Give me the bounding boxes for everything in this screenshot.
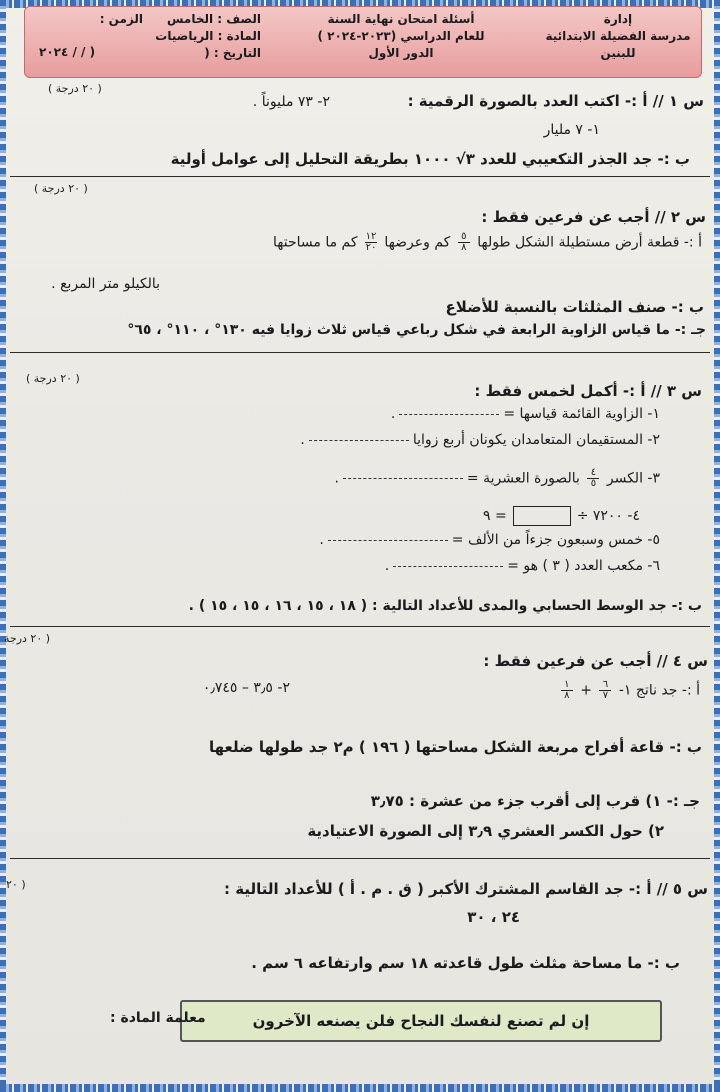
- motto-box: إن لم تصنع لنفسك النجاح فلن يصنعه الآخرون: [180, 1000, 662, 1042]
- answer-blank: [309, 440, 409, 441]
- q2-a-part3: كم ما مساحتها: [273, 234, 358, 251]
- q2-c-text: جـ :- ما قياس الزاوية الرابعة في شكل رباعي قياس ثلاث زوايا فيه ١٣٠° ، ١١٠° ، ٦٥°: [127, 322, 706, 338]
- exam-info: [301, 11, 501, 62]
- q5-title: س ٥ // أ :- جد القاسم المشترك الأكبر ( ق . م . أ ) للأعداد التالية :: [224, 880, 708, 898]
- q3-item3: ٣- الكسر $\frac{٤}{٥}$ بالصورة العشرية =.: [334, 467, 660, 489]
- q2-a-fraction2: $\frac{١٢}{٢٠}$: [365, 231, 377, 253]
- exam-year: للعام الدراسي (٢٠٢٣-٢٠٢٤ ): [317, 29, 485, 43]
- subject-label: المادة : الرياضيات: [155, 29, 261, 43]
- q3-grade: ( ٢٠ درجة ): [26, 372, 80, 385]
- q2-b-text: ب :- صنف المثلثات بالنسبة للأضلاع: [445, 298, 704, 316]
- q3-item1: ١- الزاوية القائمة قياسها =.: [390, 406, 660, 422]
- q2-a-text: [273, 232, 702, 253]
- answer-box: [513, 506, 571, 526]
- q3-item4: ٤- ٧٢٠٠ ÷= ٩: [482, 508, 640, 524]
- divider-line: [10, 858, 710, 859]
- answer-blank: [399, 414, 499, 415]
- divider-line: [10, 176, 710, 177]
- q5-numbers: ٢٤ ، ٣٠: [467, 908, 520, 926]
- teacher-label: معلمة المادة :: [110, 1010, 206, 1026]
- q4-grade: ( ٢٠ درجة: [4, 632, 51, 645]
- q2-a-part2: كم وعرضها: [384, 234, 451, 251]
- q3-item5: ٥- خمس وسبعون جزءاً من الألف =.: [319, 532, 660, 548]
- q5-b-text: ب :- ما مساحة مثلث طول قاعدته ١٨ سم وارتفاعه ٦ سم .: [251, 954, 680, 972]
- time-info: [33, 11, 143, 28]
- school-admin: إدارة: [603, 12, 633, 26]
- class-info: [141, 11, 261, 62]
- q4-a-fraction1: $\frac{٦}{٧}$: [599, 680, 611, 701]
- exam-round: الدور الأول: [368, 46, 434, 60]
- date-value: ٢٠٢٤ / / ): [39, 45, 96, 59]
- q3-item6: ٦- مكعب العدد ( ٣ ) هو =.: [384, 558, 660, 574]
- school-name: مدرسة الفضيلة الابتدائية: [545, 29, 691, 43]
- grade-label: الصف : الخامس: [166, 12, 261, 26]
- exam-header: [24, 6, 702, 78]
- q1-a-title: س ١ // أ :- اكتب العدد بالصورة الرقمية :: [407, 92, 704, 110]
- q2-a-cont: بالكيلو متر المربع .: [51, 276, 160, 292]
- q2-grade: ( ٢٠ درجة ): [34, 182, 88, 195]
- q1-grade: ( ٢٠ درجة ): [48, 82, 102, 95]
- decorative-border-right: [714, 0, 720, 1092]
- decorative-border-left: [0, 0, 6, 1092]
- q3-item2: ٢- المستقيمان المتعامدان يكونان أربع زوايا.: [300, 432, 660, 448]
- q2-a-part1: أ :- قطعة أرض مستطيلة الشكل طولها: [477, 234, 702, 251]
- divider-line: [10, 626, 710, 627]
- q4-a-fraction2: $\frac{١}{٨}$: [561, 680, 573, 701]
- q1-a-item2: ٢- ٧٣ مليوناً .: [252, 94, 330, 110]
- date-label: التاريخ : (: [204, 46, 261, 60]
- q2-title: س ٢ // أجب عن فرعين فقط :: [481, 208, 706, 226]
- q4-title: س ٤ // أجب عن فرعين فقط :: [483, 652, 708, 670]
- answer-blank: [393, 566, 503, 567]
- exam-title: أسئلة امتحان نهاية السنة: [327, 12, 475, 26]
- time-label: الزمن :: [99, 12, 143, 26]
- q4-a-text: أ :- جد ناتج ١- $\frac{٦}{٧}$ + $\frac{١}{٨}$: [558, 680, 700, 701]
- q2-a-fraction1: $\frac{٥}{٨}$: [458, 232, 470, 253]
- school-info: [543, 11, 693, 62]
- school-type: للبنين: [600, 46, 636, 60]
- q3-title: س ٣ // أ :- أكمل لخمس فقط :: [474, 382, 702, 400]
- answer-blank: [328, 540, 448, 541]
- answer-blank: [343, 478, 463, 479]
- q3-item3-fraction: $\frac{٤}{٥}$: [587, 468, 599, 489]
- divider-line: [10, 352, 710, 353]
- q5-grade: ( ٢٠: [6, 878, 26, 891]
- q4-c-item2: ٢) حول الكسر العشري ٣٫٩ إلى الصورة الاعتيادية: [307, 822, 664, 840]
- decorative-border-bottom: [0, 1084, 720, 1092]
- q1-a-item1: ١- ٧ مليار: [543, 122, 600, 138]
- q4-b-text: ب :- قاعة أفراح مربعة الشكل مساحتها ( ١٩٦ ) م٢ جد طولها ضلعها: [209, 738, 702, 756]
- q1-b-text: ب :- جد الجذر التكعيبي للعدد ٣√ ١٠٠٠ بطريقة التحليل إلى عوامل أولية: [170, 150, 690, 168]
- q3-b-text: ب :- جد الوسط الحسابي والمدى للأعداد التالية : ( ١٨ ، ١٥ ، ١٦ ، ١٥ ، ١٥ ) .: [188, 598, 702, 614]
- q4-a-item2: ٢- ٣٫٥ – ٠٫٧٤٥: [202, 680, 290, 696]
- q4-c-item1: جـ :- ١) قرب إلى أقرب جزء من عشرة : ٣٫٧٥: [370, 792, 700, 810]
